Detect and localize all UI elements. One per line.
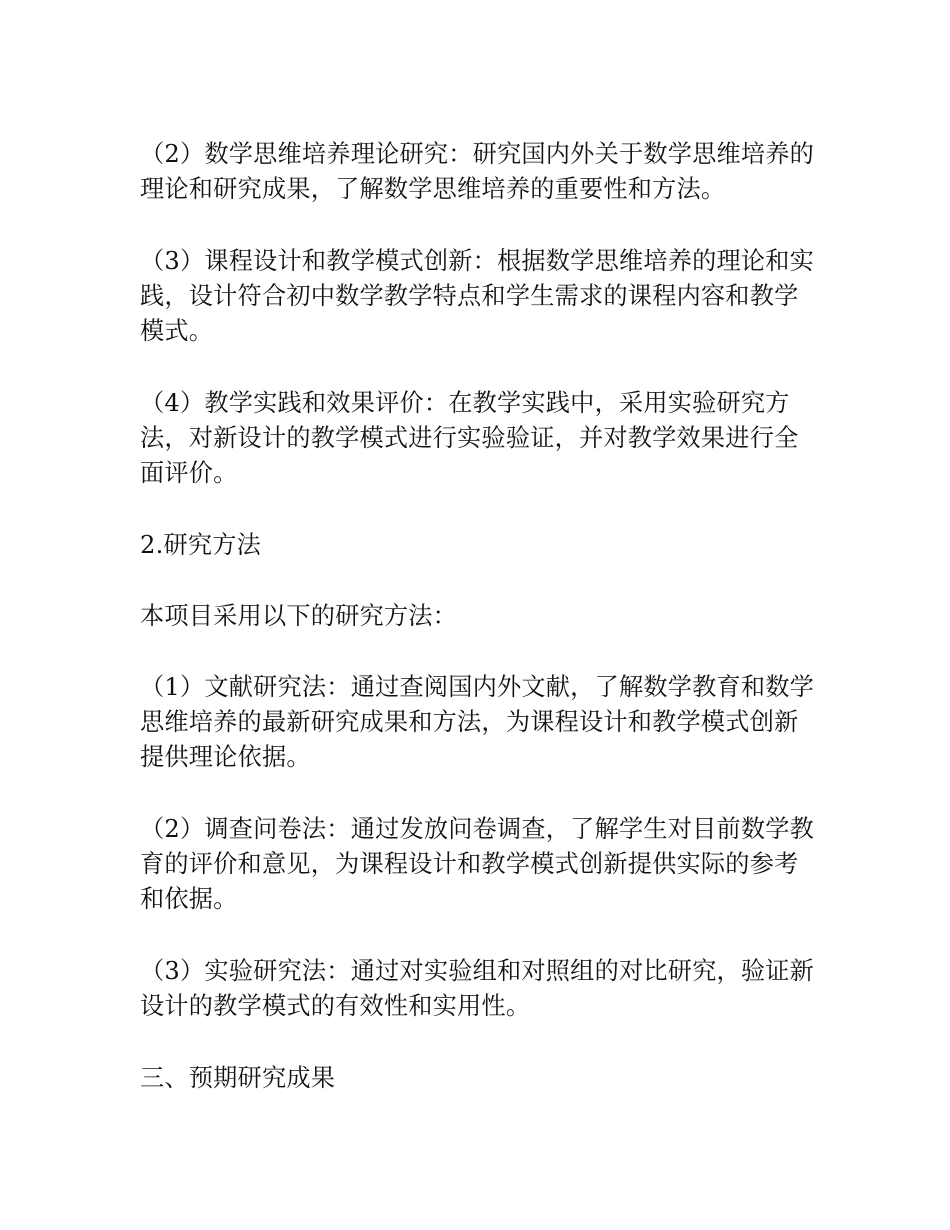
paragraph-course-design: （3）课程设计和教学模式创新：根据数学思维培养的理论和实践，设计符合初中数学教学特点和学生需求的课程内容和教学模式。 <box>140 247 815 345</box>
section-heading-research-methods: 2.研究方法 <box>140 531 262 559</box>
section-heading-expected-results: 三、预期研究成果 <box>140 1064 336 1092</box>
paragraph-literature-method: （1）文献研究法：通过查阅国内外文献，了解数学教育和数学思维培养的最新研究成果和方法，为课程设计和教学模式创新提供理论依据。 <box>140 673 815 771</box>
paragraph-survey-method: （2）调查问卷法：通过发放问卷调查，了解学生对目前数学教育的评价和意见，为课程设计和教学模式创新提供实际的参考和依据。 <box>140 815 815 913</box>
paragraph-theory-research: （2）数学思维培养理论研究：研究国内外关于数学思维培养的理论和研究成果，了解数学思维培养的重要性和方法。 <box>140 140 815 203</box>
paragraph-methods-intro: 本项目采用以下的研究方法： <box>140 602 458 630</box>
paragraph-teaching-practice: （4）教学实践和效果评价：在教学实践中，采用实验研究方法，对新设计的教学模式进行实验验证，并对教学效果进行全面评价。 <box>140 389 799 487</box>
document-body <box>140 137 815 1133</box>
paragraph-experiment-method: （3）实验研究法：通过对实验组和对照组的对比研究，验证新设计的教学模式的有效性和实用性。 <box>140 957 815 1020</box>
